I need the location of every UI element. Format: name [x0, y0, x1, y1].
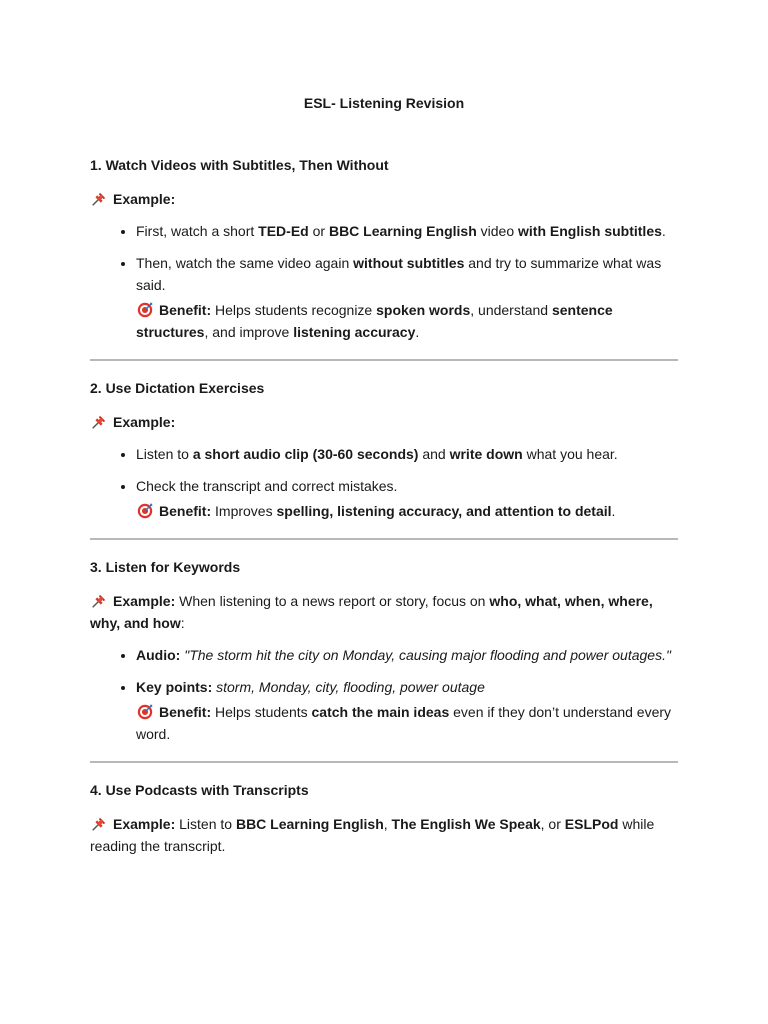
pushpin-icon: [90, 592, 108, 610]
pushpin-icon: [90, 190, 108, 208]
list-item: • Audio: "The storm hit the city on Monday, causing major flooding and power outages.": [136, 644, 678, 666]
section-heading: 1. Watch Videos with Subtitles, Then Without: [90, 157, 389, 173]
section-heading: 3. Listen for Keywords: [90, 559, 241, 575]
example-line: [90, 188, 678, 210]
section-divider: [90, 359, 678, 361]
example-line: Example: Listen to BBC Learning English, The English We Speak, or ESLPod while reading the transcript.: [90, 816, 655, 854]
example-label: Example:: [113, 414, 176, 430]
pushpin-icon: [90, 413, 108, 431]
example-label: Example:: [113, 593, 176, 609]
bullet-list: [90, 644, 678, 745]
example-label: Example:: [113, 191, 176, 207]
target-icon: [136, 301, 154, 319]
section-2: [90, 377, 678, 522]
list-item: • Listen to a short audio clip (30-60 seconds) and write down what you hear.: [136, 443, 678, 465]
example-line: Example: When listening to a news report or story, focus on who, what, when, where, why, and how:: [90, 593, 653, 631]
section-heading: 4. Use Podcasts with Transcripts: [90, 782, 309, 798]
section-3: [90, 556, 678, 745]
section-4: [90, 779, 678, 857]
example-label: Example:: [113, 816, 176, 832]
benefit-line: Benefit: Helps students catch the main ideas even if they don’t understand every word.: [136, 704, 672, 742]
document-title: ESL- Listening Revision: [303, 95, 465, 111]
target-icon: [136, 502, 154, 520]
bullet-list: [90, 220, 678, 343]
section-heading: 2. Use Dictation Exercises: [90, 380, 265, 396]
section-1: [90, 154, 678, 343]
section-divider: [90, 761, 678, 763]
example-line: [90, 411, 678, 433]
list-item: • Check the transcript and correct mistakes. Benefit: Improves spelling, listening accuracy, and attention to detail.: [136, 475, 678, 522]
target-icon: [136, 703, 154, 721]
pushpin-icon: [90, 815, 108, 833]
benefit-line: Benefit: Helps students recognize spoken words, understand sentence structures, and improve listening accuracy.: [136, 302, 613, 340]
section-divider: [90, 538, 678, 540]
benefit-line: Benefit: Improves spelling, listening accuracy, and attention to detail.: [136, 500, 678, 522]
bullet-list: [90, 443, 678, 522]
list-item: • First, watch a short TED-Ed or BBC Learning English video with English subtitles.: [136, 220, 678, 242]
list-item: • Key points: storm, Monday, city, flooding, power outage Benefit: Helps students catch the main ideas even if they don’t understand every word.: [136, 676, 678, 745]
list-item: • Then, watch the same video again without subtitles and try to summarize what was said. Benefit: Helps students recognize spoken words, understand sentence structures, and improve listening accuracy.: [136, 252, 678, 343]
